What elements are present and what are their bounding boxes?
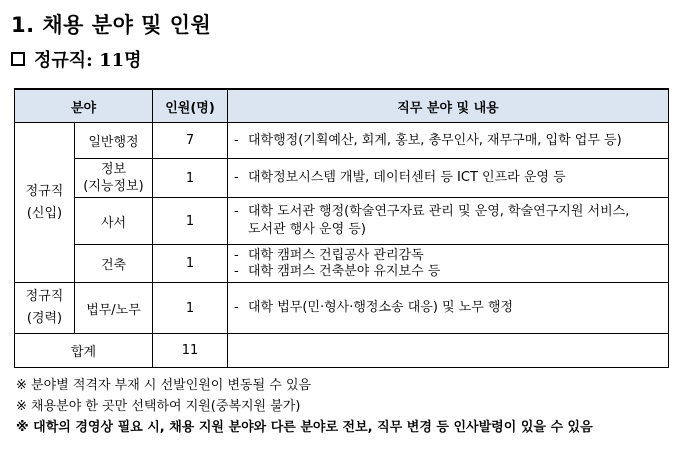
header-headcount: 인원(명) [153, 89, 228, 123]
field-cell: 법무/노무 [75, 283, 153, 334]
duty-text: 대학 도서관 행정(학술연구자료 관리 및 운영, 학술연구지원 서비스, 도서관 행사 운영 등) [248, 204, 630, 237]
note-item-emphasis: ※ 대학의 경영상 필요 시, 채용 지원 분야와 다른 분야로 전보, 직무 변경 등 인사발령이 있을 수 있음 [16, 420, 593, 435]
field-cell: 사서 [75, 198, 153, 245]
group-label: 정규직 [25, 183, 64, 199]
bullet-dash: - [234, 247, 239, 263]
header-field: 분야 [15, 89, 153, 123]
duty-text: 대학 캠퍼스 건축분야 유지보수 등 [248, 263, 441, 279]
duty-text: 대학 법무(민·형사·행정소송 대응) 및 노무 행정 [248, 300, 514, 315]
bullet-dash: - [234, 300, 239, 315]
page-title: 1. 채용 분야 및 인원 [11, 13, 212, 37]
table-row [15, 123, 669, 159]
table-row [15, 283, 669, 334]
duty-cell [228, 283, 669, 334]
count-cell: 1 [153, 245, 228, 283]
duty-text: 대학행정(기획예산, 회계, 홍보, 총무인사, 재무구매, 입학 업무 등) [248, 132, 622, 148]
bullet-dash: - [234, 204, 239, 219]
field-label: 정보 [100, 162, 127, 177]
duty-text: 대학 캠퍼스 건립공사 관리감독 [248, 247, 424, 263]
group-regular-new [15, 123, 75, 283]
section-subtitle [11, 46, 142, 72]
table-row [15, 245, 669, 283]
table-row [15, 159, 669, 198]
count-cell: 7 [153, 123, 228, 159]
total-empty-cell [228, 334, 669, 368]
recruitment-table [14, 88, 669, 368]
count-cell: 1 [153, 283, 228, 334]
duty-cell [228, 159, 669, 198]
total-row [15, 334, 669, 368]
bullet-dash: - [234, 263, 239, 279]
field-cell: 일반행정 [75, 123, 153, 159]
count-cell: 1 [153, 198, 228, 245]
note-item: ※ 채용분야 한 곳만 선택하여 지원(중복지원 불가) [16, 399, 301, 414]
field-cell: 건축 [75, 245, 153, 283]
note-item: ※ 분야별 적격자 부재 시 선발인원이 변동될 수 있음 [16, 378, 312, 393]
group-regular-experienced [15, 283, 75, 334]
total-count: 11 [153, 334, 228, 368]
field-sublabel: (지능정보) [83, 179, 144, 194]
duty-cell [228, 245, 669, 283]
checkbox-icon [11, 52, 25, 66]
subtitle-text: 정규직: 11명 [34, 50, 142, 71]
count-cell: 1 [153, 159, 228, 198]
duty-text: 대학정보시스템 개발, 데이터센터 등 ICT 인프라 운영 등 [248, 170, 566, 185]
table-row [15, 198, 669, 245]
table-header-row [15, 89, 669, 123]
duty-cell [228, 198, 669, 245]
total-label: 합계 [15, 334, 153, 368]
header-duty: 직무 분야 및 내용 [228, 89, 669, 123]
duty-cell [228, 123, 669, 159]
group-sublabel: (경력) [26, 311, 63, 326]
bullet-dash: - [234, 132, 239, 148]
group-label: 정규직 [25, 289, 64, 304]
notes [16, 375, 593, 438]
bullet-dash: - [234, 170, 239, 185]
group-sublabel: (신입) [26, 205, 63, 221]
field-cell [75, 159, 153, 198]
